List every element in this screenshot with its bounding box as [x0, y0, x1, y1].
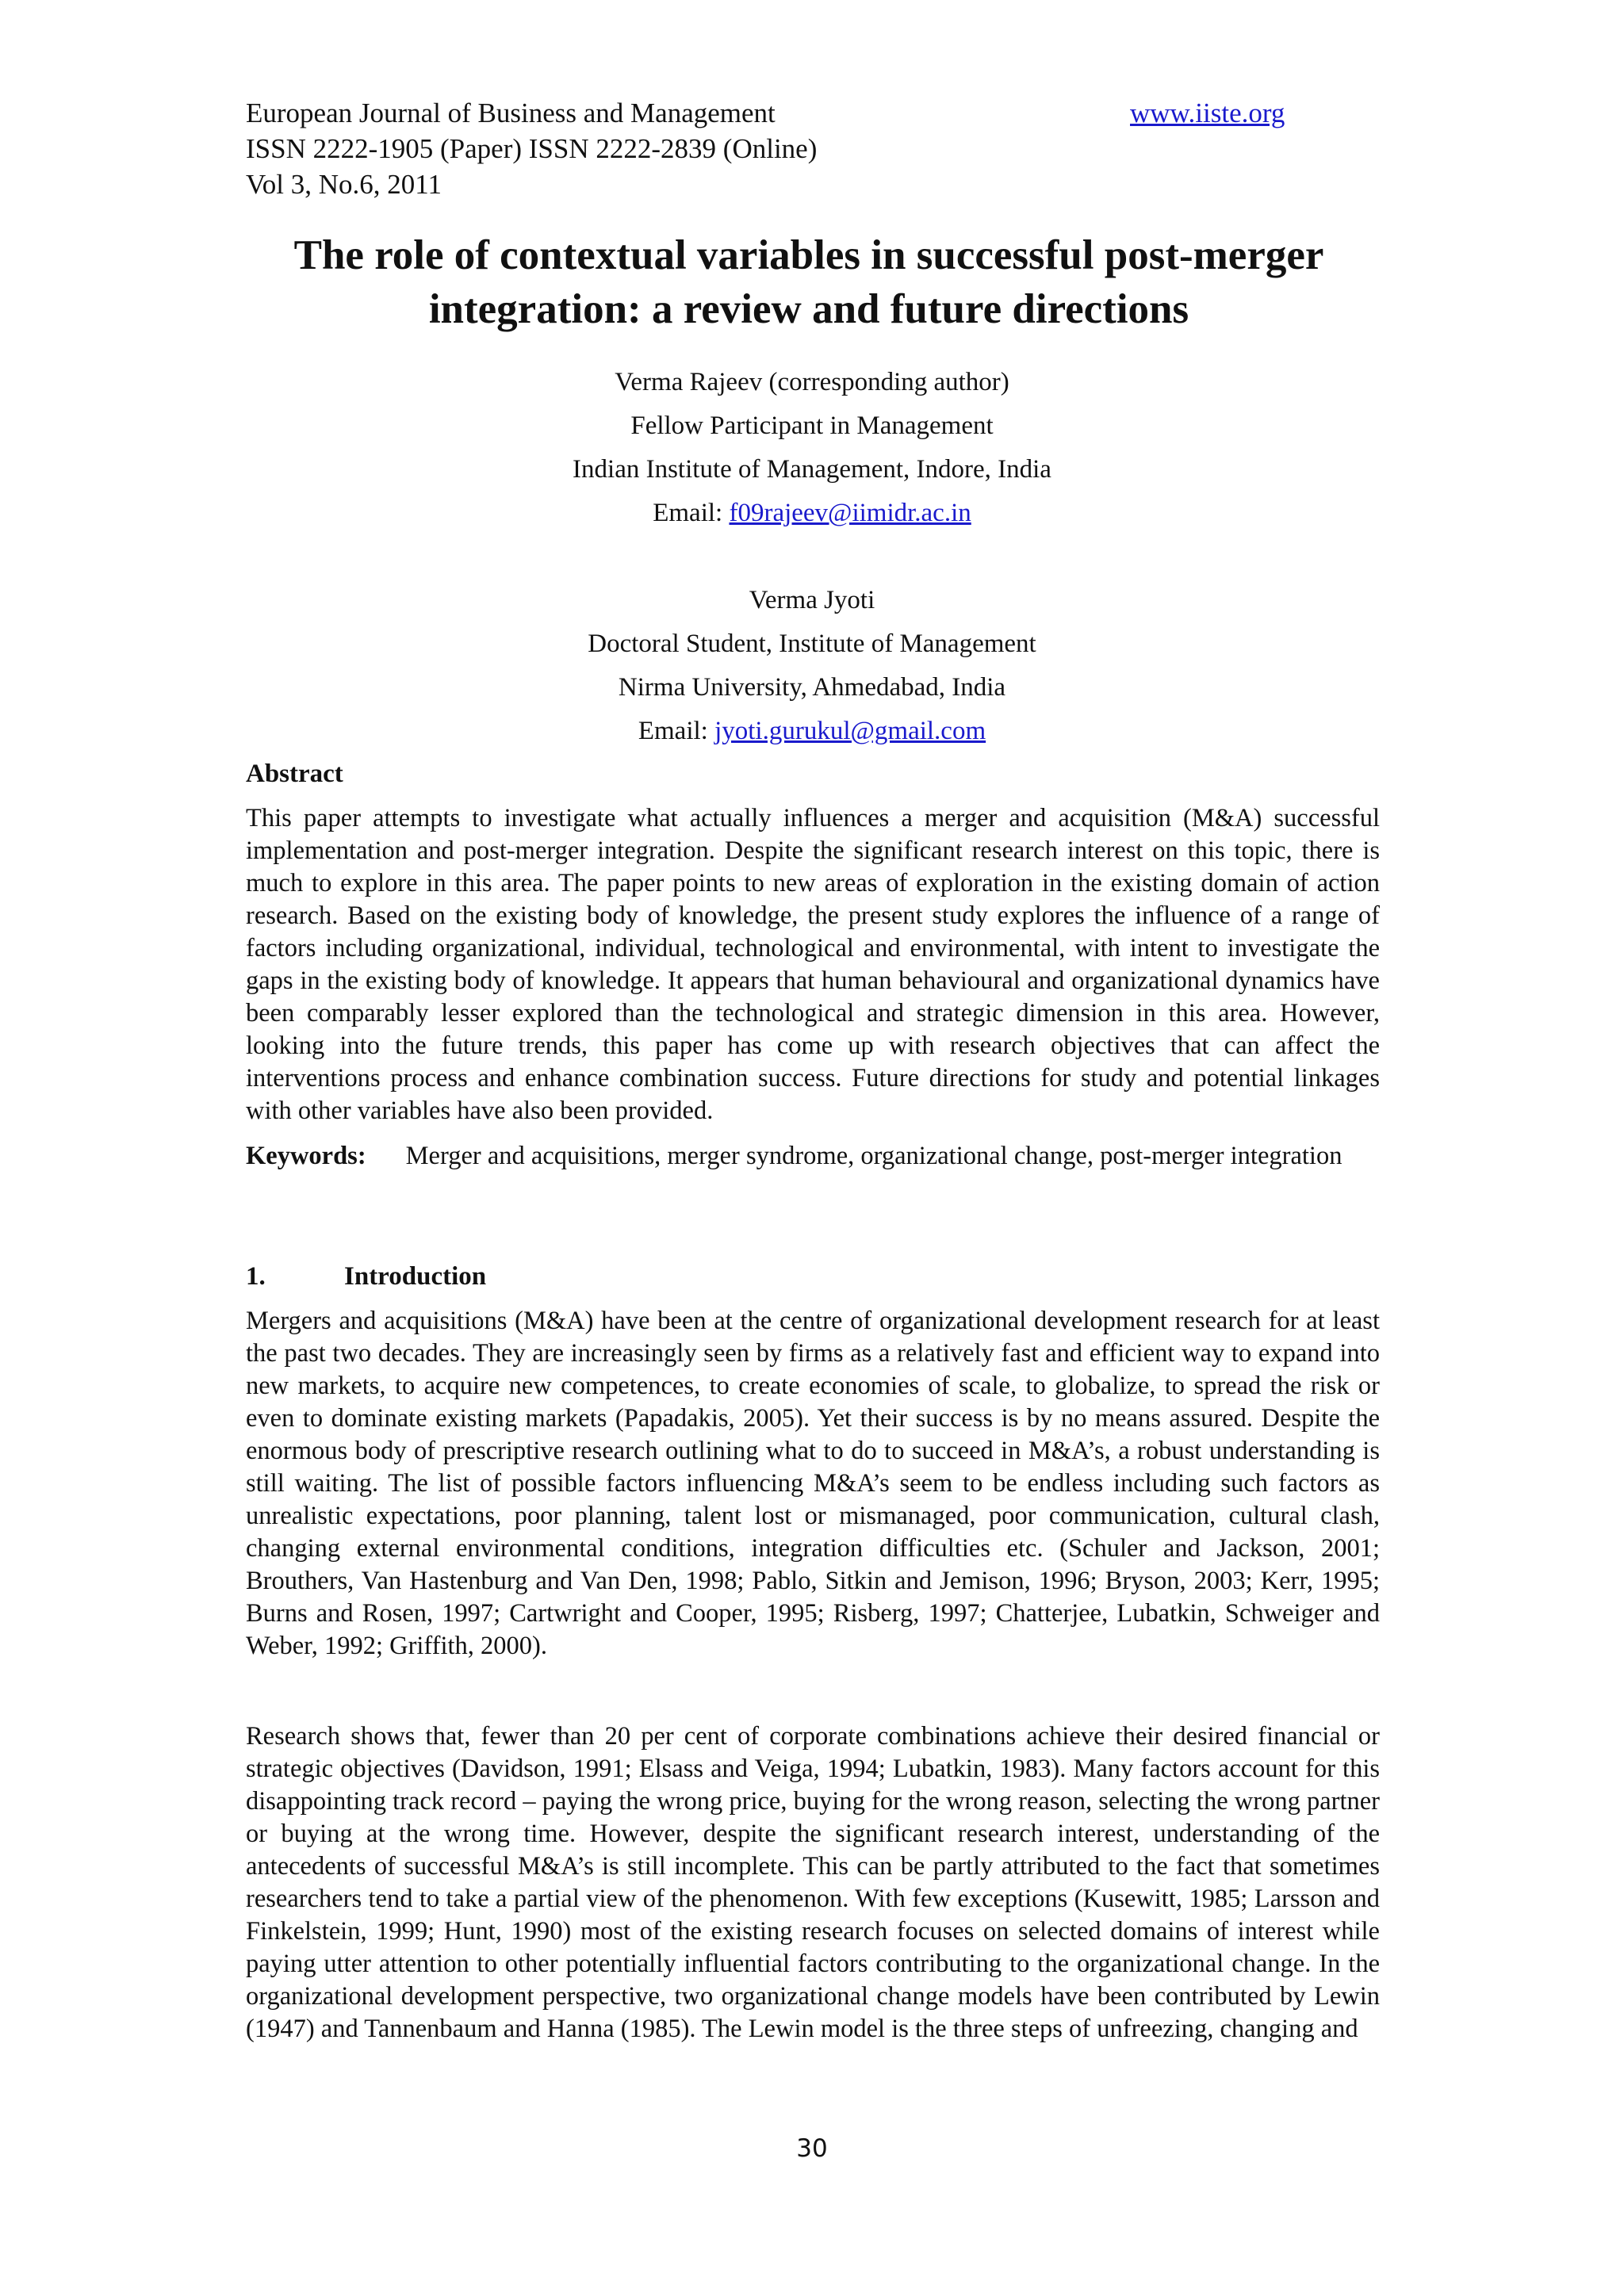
author-email-link[interactable]: f09rajeev@iimidr.ac.in	[729, 499, 971, 527]
author-affiliation: Indian Institute of Management, Indore, India	[573, 455, 1051, 484]
author-affiliation: Nirma University, Ahmedabad, India	[618, 673, 1006, 702]
author-name: Verma Rajeev (corresponding author)	[615, 368, 1009, 396]
keywords-text: Merger and acquisitions, merger syndrome, organizational change, post-merger integration	[405, 1142, 1342, 1170]
section-heading-introduction	[246, 1261, 486, 1293]
abstract-heading: Abstract	[246, 760, 343, 788]
journal-issn: ISSN 2222-1905 (Paper) ISSN 2222-2839 (Online)	[246, 133, 818, 164]
section-title: Introduction	[344, 1262, 487, 1291]
journal-website-link[interactable]: www.iiste.org	[1130, 98, 1285, 128]
journal-name: European Journal of Business and Management	[246, 98, 776, 128]
author-block-2	[0, 579, 1624, 753]
keywords-label: Keywords:	[246, 1142, 366, 1170]
author-email-link[interactable]: jyoti.gurukul@gmail.com	[714, 717, 986, 745]
author-block-1	[0, 361, 1624, 535]
email-label: Email:	[653, 499, 730, 527]
section-number: 1.	[246, 1262, 266, 1291]
keywords-line	[246, 1140, 1380, 1173]
page-number: 30	[796, 2134, 828, 2163]
author-role: Fellow Participant in Management	[630, 411, 994, 440]
introduction-paragraph-2: Research shows that, fewer than 20 per cent of corporate combinations achieve their desired financial or strategic objectives (Davidson, 1991; Elsass and Veiga, 1994; Lubatkin, 1983). Many factors account for this disappointing track record – paying the wrong price, buying for the wrong reason, selecting the wrong partner or buying at the wrong time. However, despite the significant research interest, understanding of the antecedents of successful M&A’s is still incomplete. This can be partly attributed to the fact that sometimes researchers tend to take a partial view of the phenomenon. With few exceptions (Kusewitt, 1985; Larsson and Finkelstein, 1999; Hunt, 1990) most of the existing research focuses on selected domains of interest while paying utter attention to other potentially influential factors contributing to the organizational change. In the organizational development perspective, two organizational change models have been contributed by Lewin (1947) and Tannenbaum and Hanna (1985). The Lewin model is the three steps of unfreezing, changing and	[246, 1722, 1380, 2043]
introduction-paragraph-1: Mergers and acquisitions (M&A) have been at the centre of organizational development research for at least the past two decades. They are increasingly seen by firms as a relatively fast and efficient way to expand into new markets, to acquire new competences, to create economies of scale, to globalize, to spread the risk or even to dominate existing markets (Papadakis, 2005). Yet their success is by no means assured. Despite the enormous body of prescriptive research outlining what to do to succeed in M&A’s, a robust understanding is still waiting. The list of possible factors influencing M&A’s seem to be endless including such factors as unrealistic expectations, poor planning, talent lost or mismanaged, poor communication, cultural clash, changing external environmental conditions, integration difficulties etc. (Schuler and Jackson, 2001; Brouthers, Van Hastenburg and Van Den, 1998; Pablo, Sitkin and Jemison, 1996; Bryson, 2003; Kerr, 1995; Burns and Rosen, 1997; Cartwright and Cooper, 1995; Risberg, 1997; Chatterjee, Lubatkin, Schweiger and Weber, 1992; Griffith, 2000).	[246, 1307, 1380, 1660]
paper-title: The role of contextual variables in successful post-merger integration: a review and future directions	[293, 232, 1324, 332]
author-email-line	[0, 710, 1624, 753]
author-email-line	[0, 492, 1624, 535]
author-name: Verma Jyoti	[749, 586, 875, 614]
journal-volume: Vol 3, No.6, 2011	[246, 169, 442, 200]
abstract-text: This paper attempts to investigate what actually influences a merger and acquisition (M&A) successful implementation and post-merger integration. Despite the significant research interest on this topic, there is much to explore in this area. The paper points to new areas of exploration in the existing domain of action research. Based on the existing body of knowledge, the present study explores the influence of a range of factors including organizational, individual, technological and environmental, with intent to investigate the gaps in the existing body of knowledge. It appears that human behavioural and organizational dynamics have been comparably lesser explored than the technological and strategic dimension in this area. However, looking into the future trends, this paper has come up with research objectives that can affect the interventions process and enhance combination success. Future directions for study and potential linkages with other variables have also been provided.	[246, 804, 1380, 1125]
author-role: Doctoral Student, Institute of Management	[588, 629, 1036, 658]
email-label: Email:	[638, 717, 715, 745]
